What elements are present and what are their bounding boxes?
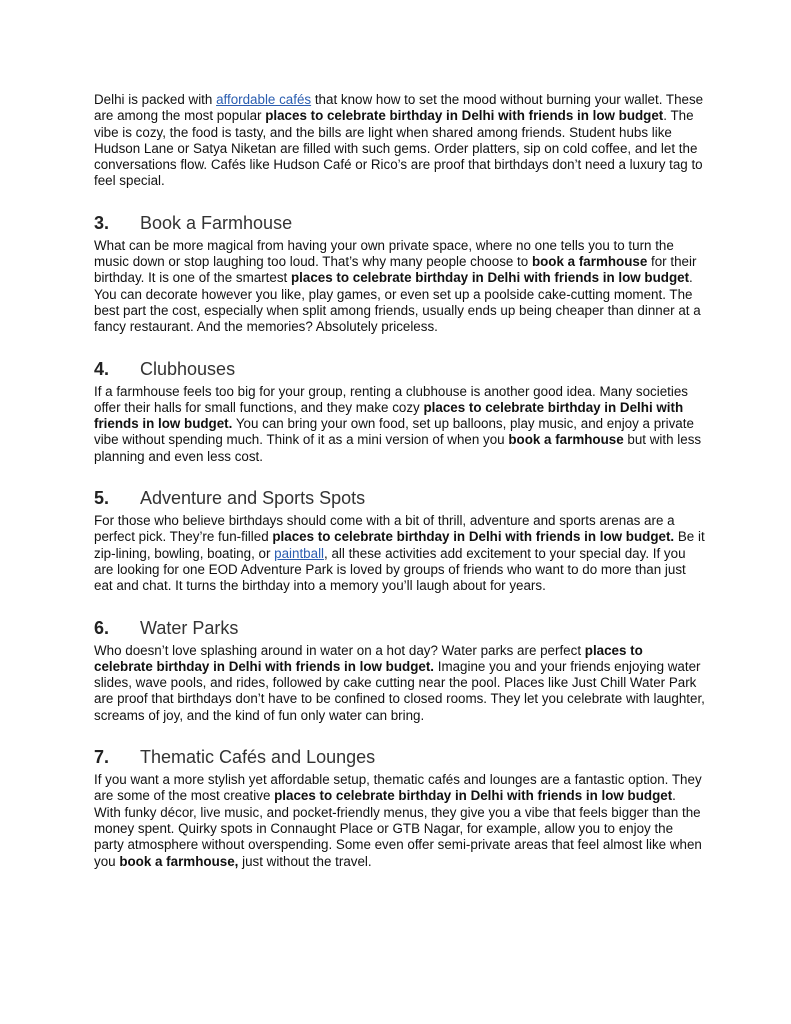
section-title: Thematic Cafés and Lounges [140,747,376,768]
bold-phrase: places to celebrate birthday in Delhi with friends in low budget. [94,399,684,432]
section-heading-thematic-cafes [94,746,705,768]
text-run: just without the travel. [238,853,372,869]
text-run: . The vibe is cozy, the food is tasty, and the bills are light when shared among friends. Student hubs like Hudson Lane or Satya Niketan are filled with such gems. Order platters, sip on cold coffee, and let the conversations flow. Cafés like Hudson Café or Rico’s are proof that birthdays don’t need a luxury tag to feel special. [94,108,703,189]
text-run: for their birthday. It is one of the smartest [94,254,697,286]
text-run: Be it zip-lining, bowling, boating, or [94,529,705,561]
text-run: , all these activities add excitement to your special day. If you are looking for one EOD Adventure Park is loved by groups of friends who want to do more than just eat and chat. It turns the birthday into a memory you’ll laugh about for years. [94,545,686,594]
bold-phrase: book a farmhouse [508,432,624,448]
section-heading-clubhouses [94,358,705,380]
text-run: If a farmhouse feels too big for your group, renting a clubhouse is another good idea. Many societies offer their halls for small functions, and they make cozy [94,383,689,415]
water-parks-paragraph [94,643,705,724]
bold-phrase: places to celebrate birthday in Delhi with friends in low budget [265,108,664,124]
text-run: What can be more magical from having your own private space, where no one tells you to turn the music down or stop laughing too loud. That’s why many people choose to [94,237,674,270]
text-run: . You can decorate however you like, play games, or even set up a poolside cake-cutting moment. The best part the cost, especially when split among friends, usually ends up being cheaper than dinner at a fancy restaurant. And the memories? Absolutely priceless. [94,270,701,335]
section-number: 7. [94,747,110,768]
farmhouse-paragraph [94,238,705,336]
bold-phrase: book a farmhouse [531,254,648,270]
section-number: 6. [94,617,110,638]
text-run: that know how to set the mood without burning your wallet. These are among the most popular [94,92,704,124]
section-heading-adventure [94,487,705,509]
text-run: Imagine you and your friends enjoying water slides, wave pools, and rides, followed by cake cutting near the pool. Places like Just Chill Water Park are proof that birthdays don’t have to be confined to closed rooms. They let you celebrate with laughter, screams of joy, and the kind of fun only water can bring. [94,658,705,723]
text-run: For those who believe birthdays should come with a bit of thrill, adventure and sports arenas are a perfect pick. They’re fun-filled [94,513,675,545]
section-title: Book a Farmhouse [140,212,293,233]
intro-paragraph [94,92,705,190]
bold-phrase: book a farmhouse, [119,853,239,869]
section-title: Clubhouses [140,358,236,379]
bold-phrase: places to celebrate birthday in Delhi with friends in low budget. [94,642,643,674]
text-run: Who doesn’t love splashing around in water on a hot day? Water parks are perfect [94,642,585,658]
section-number: 3. [94,212,110,233]
section-heading-water-parks [94,617,705,639]
text-run: If you want a more stylish yet affordable setup, thematic cafés and lounges are a fantastic option. They are some of the most creative [94,772,702,804]
text-run: . With funky décor, live music, and pocket-friendly menus, they give you a vibe that feels bigger than the money spent. Quirky spots in Connaught Place or GTB Nagar, for example, allow you to enjoy the party atmosphere without overspending. Some even offer semi-private areas that feel almost like when you [94,788,702,869]
text-run: You can bring your own food, set up balloons, play music, and enjoy a private vibe without spending much. Think of it as a mini version of when you [94,416,694,448]
clubhouses-paragraph [94,384,705,465]
bold-phrase: places to celebrate birthday in Delhi with friends in low budget [274,788,673,804]
section-heading-farmhouse [94,212,705,234]
adventure-paragraph [94,513,705,594]
text-run: Delhi is packed with [94,92,217,107]
section-number: 5. [94,488,110,509]
bold-phrase: places to celebrate birthday in Delhi with friends in low budget. [272,529,675,545]
affordable-cafes-link[interactable]: affordable cafés [216,92,312,107]
section-number: 4. [94,358,110,379]
thematic-cafes-paragraph [94,772,705,870]
section-title: Adventure and Sports Spots [140,488,366,509]
bold-phrase: places to celebrate birthday in Delhi with friends in low budget [290,270,690,286]
paintball-link[interactable]: paintball [274,545,325,561]
text-run: but with less planning and even less cost. [94,432,702,464]
section-title: Water Parks [140,617,239,638]
